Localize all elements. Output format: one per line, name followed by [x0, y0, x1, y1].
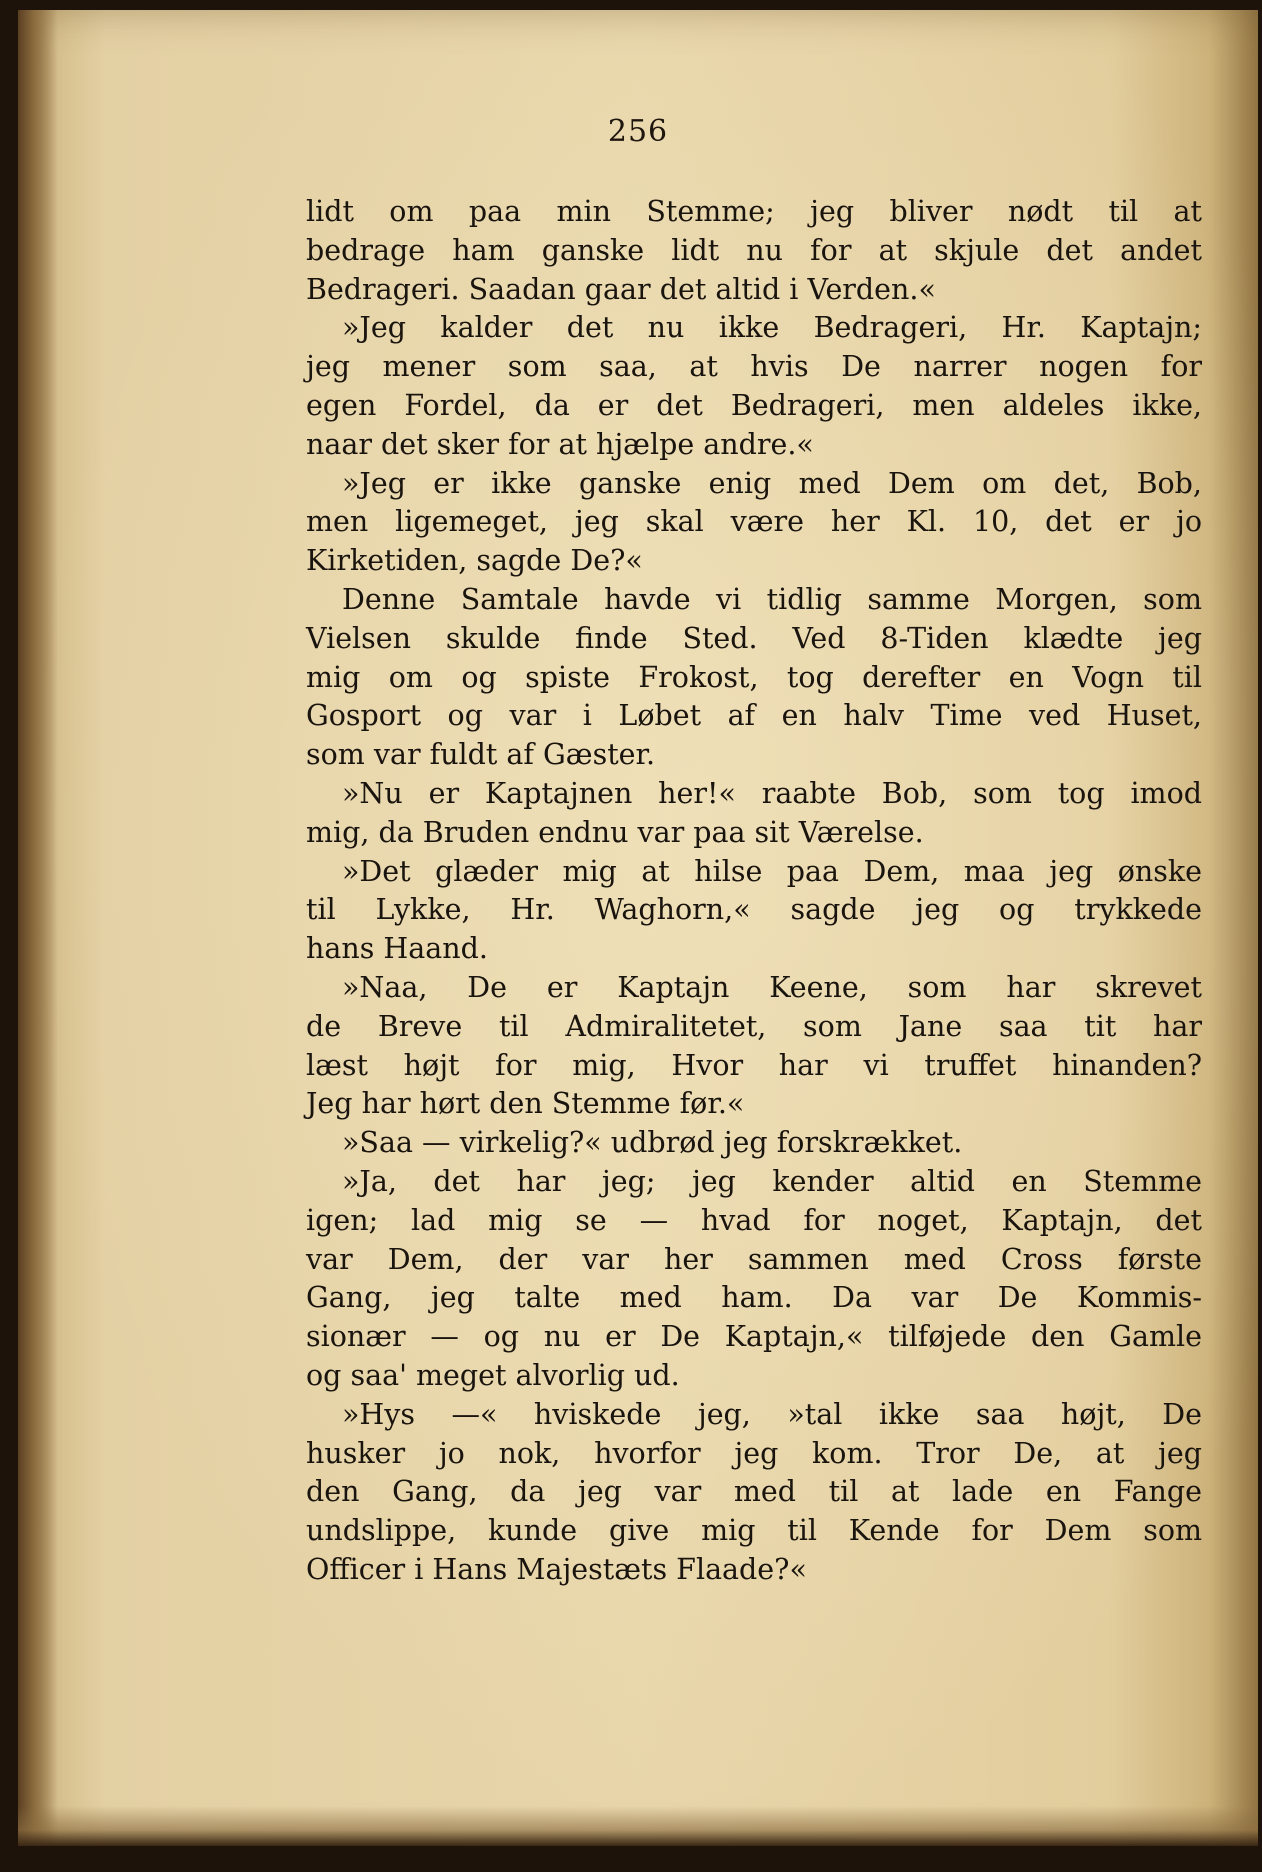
text-line: undslippe, kunde give mig til Kende for Dem som	[306, 1514, 1202, 1548]
text-line: til Lykke, Hr. Waghorn,« sagde jeg og trykkede	[306, 893, 1202, 927]
text-line: »Ja, det har jeg; jeg kender altid en Stemme	[342, 1164, 1202, 1198]
text-line: men ligemeget, jeg skal være her Kl. 10, det er jo	[306, 505, 1202, 539]
text-line: Officer i Hans Majestæts Flaade?«	[306, 1552, 807, 1586]
page-number: 256	[607, 114, 669, 149]
text-line: igen; lad mig se — hvad for noget, Kaptajn, det	[306, 1203, 1202, 1237]
text-line: Jeg har hørt den Stemme før.«	[306, 1087, 745, 1121]
text-line: Gang, jeg talte med ham. Da var De Kommis-	[306, 1281, 1202, 1315]
page-bottom-edge	[18, 1806, 1258, 1846]
text-line: læst højt for mig, Hvor har vi truffet hinanden?	[306, 1048, 1202, 1082]
text-line: Bedrageri. Saadan gaar det altid i Verden.«	[306, 272, 936, 306]
book-gutter	[18, 10, 58, 1846]
text-line: sionær — og nu er De Kaptajn,« tilføjede den Gamle	[306, 1320, 1202, 1354]
text-line: lidt om paa min Stemme; jeg bliver nødt til at	[306, 195, 1202, 228]
text-line: »Saa — virkelig?« udbrød jeg forskrækket.	[342, 1126, 963, 1160]
text-line: Gosport og var i Løbet af en halv Time ved Huset,	[306, 699, 1202, 733]
text-line: jeg mener som saa, at hvis De narrer nogen for	[306, 350, 1202, 384]
text-line: Vielsen skulde finde Sted. Ved 8-Tiden klædte jeg	[306, 621, 1202, 655]
text-line: »Naa, De er Kaptajn Keene, som har skrevet	[342, 970, 1202, 1004]
text-line: mig om og spiste Frokost, tog derefter en Vogn til	[306, 660, 1202, 694]
text-line: egen Fordel, da er det Bedrageri, men aldeles ikke,	[306, 388, 1202, 422]
text-line: bedrage ham ganske lidt nu for at skjule det andet	[306, 233, 1202, 267]
text-line: »Hys —« hviskede jeg, »tal ikke saa højt, De	[342, 1397, 1202, 1431]
text-line: husker jo nok, hvorfor jeg kom. Tror De, at jeg	[306, 1436, 1202, 1470]
text-line: »Jeg er ikke ganske enig med Dem om det, Bob,	[342, 466, 1202, 500]
text-line: »Det glæder mig at hilse paa Dem, maa jeg ønske	[342, 854, 1202, 888]
text-line: hans Haand.	[306, 932, 488, 966]
text-line: som var fuldt af Gæster.	[306, 738, 656, 772]
text-line: de Breve til Admiralitetet, som Jane saa tit har	[306, 1009, 1202, 1043]
text-line: Kirketiden, sagde De?«	[306, 544, 643, 578]
text-line: Denne Samtale havde vi tidlig samme Morgen, som	[342, 582, 1202, 616]
text-line: den Gang, da jeg var med til at lade en Fange	[306, 1475, 1202, 1509]
paper-page	[18, 10, 1258, 1846]
text-line: var Dem, der var her sammen med Cross første	[306, 1242, 1202, 1276]
text-line: mig, da Bruden endnu var paa sit Værelse.	[306, 815, 924, 849]
text-line: naar det sker for at hjælpe andre.«	[306, 427, 814, 461]
body-text	[306, 193, 1202, 1590]
text-line: og saa' meget alvorlig ud.	[306, 1358, 680, 1392]
text-line: »Nu er Kaptajnen her!« raabte Bob, som tog imod	[342, 776, 1202, 810]
text-line: »Jeg kalder det nu ikke Bedrageri, Hr. Kaptajn;	[342, 311, 1202, 345]
